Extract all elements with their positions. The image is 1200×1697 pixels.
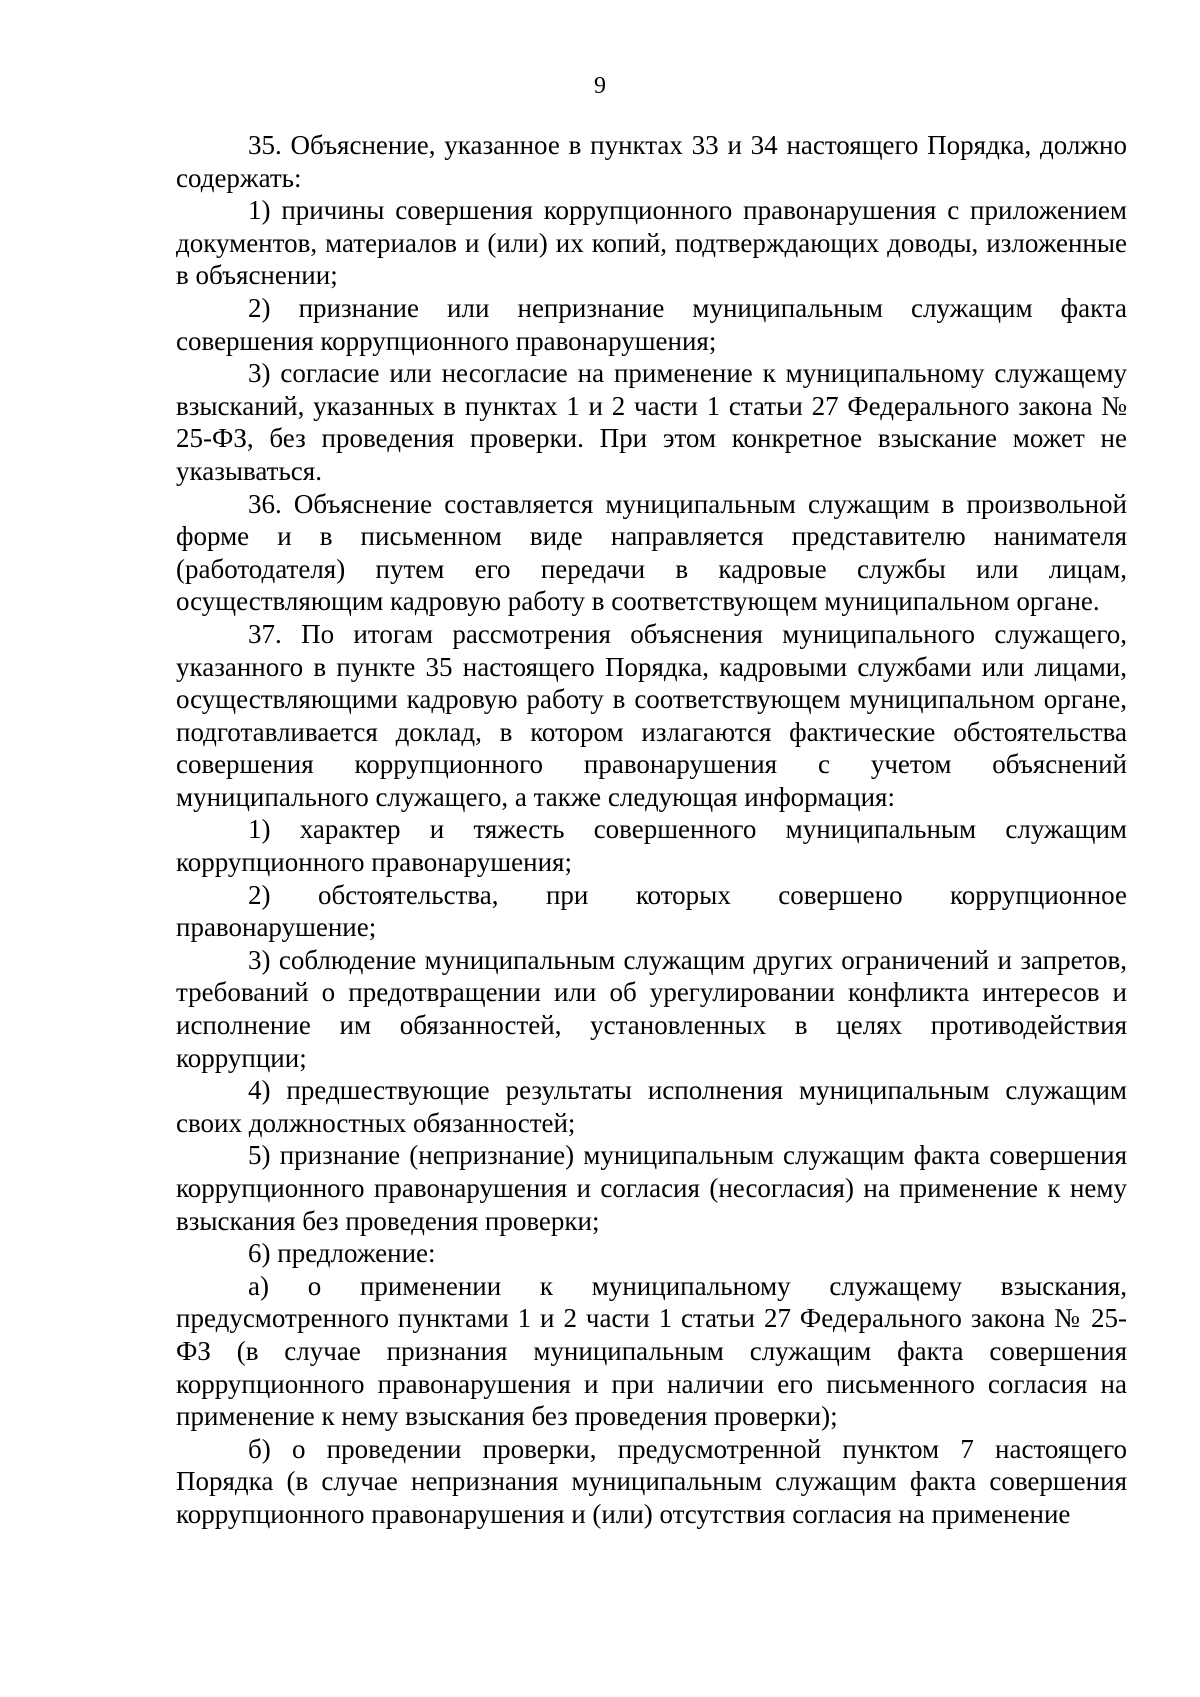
- paragraph-37-item-1: 1) характер и тяжесть совершенного муниципальным служащим коррупционного правонарушения;: [176, 814, 1127, 878]
- paragraph-37: 37. По итогам рассмотрения объяснения муниципального служащего, указанного в пункте 35 настоящего Порядка, кадровыми службами или лицами, осуществляющими кадровую работу в соответствующем муниципальном органе, подготавливается доклад, в котором излагаются фактические обстоятельства совершения коррупционного правонарушения с учетом объяснений муниципального служащего, а также следующая информация:: [176, 618, 1127, 812]
- paragraph-36: 36. Объяснение составляется муниципальным служащим в произвольной форме и в письменном виде направляется представителю нанимателя (работодателя) путем его передачи в кадровые службы или лицам, осуществляющим кадровую работу в соответствующем муниципальном органе.: [176, 488, 1127, 617]
- paragraph-37-item-4: 4) предшествующие результаты исполнения муниципальным служащим своих должностных обязанностей;: [176, 1075, 1127, 1138]
- paragraph-37-item-6-a: а) о применении к муниципальному служащему взыскания, предусмотренного пунктами 1 и 2 части 1 статьи 27 Федерального закона № 25-ФЗ (в случае признания муниципальным служащим факта совершения коррупционного правонарушения и при наличии его письменного согласия на применение к нему взыскания без проведения проверки);: [176, 1270, 1127, 1432]
- document-body: [176, 129, 1127, 1531]
- paragraph-35-item-1: 1) причины совершения коррупционного правонарушения с приложением документов, материалов и (или) их копий, подтверждающих доводы, изложенные в объяснении;: [176, 195, 1127, 291]
- paragraph-37-item-6: 6) предложение:: [248, 1238, 436, 1269]
- paragraph-37-item-6-b: б) о проведении проверки, предусмотренной пунктом 7 настоящего Порядка (в случае непризнания муниципальным служащим факта совершения коррупционного правонарушения и (или) отсутствия согласия на применение: [176, 1433, 1127, 1529]
- paragraph-35-item-3: 3) согласие или несогласие на применение к муниципальному служащему взысканий, указанных в пунктах 1 и 2 части 1 статьи 27 Федерального закона № 25-ФЗ, без проведения проверки. При этом конкретное взыскание может не указываться.: [176, 358, 1127, 486]
- page-number: 9: [594, 73, 606, 99]
- paragraph-35: 35. Объяснение, указанное в пунктах 33 и 34 настоящего Порядка, должно содержать:: [176, 130, 1127, 193]
- paragraph-35-item-2: 2) признание или непризнание муниципальным служащим факта совершения коррупционного правонарушения;: [176, 292, 1127, 356]
- paragraph-37-item-5: 5) признание (непризнание) муниципальным служащим факта совершения коррупционного правонарушения и согласия (несогласия) на применение к нему взыскания без проведения проверки;: [176, 1140, 1127, 1236]
- paragraph-37-item-3: 3) соблюдение муниципальным служащим других ограничений и запретов, требований о предотвращении или об урегулировании конфликта интересов и исполнение им обязанностей, установленных в целях противодействия коррупции;: [176, 944, 1127, 1073]
- paragraph-37-item-2: 2) обстоятельства, при которых совершено коррупционное правонарушение;: [176, 879, 1127, 943]
